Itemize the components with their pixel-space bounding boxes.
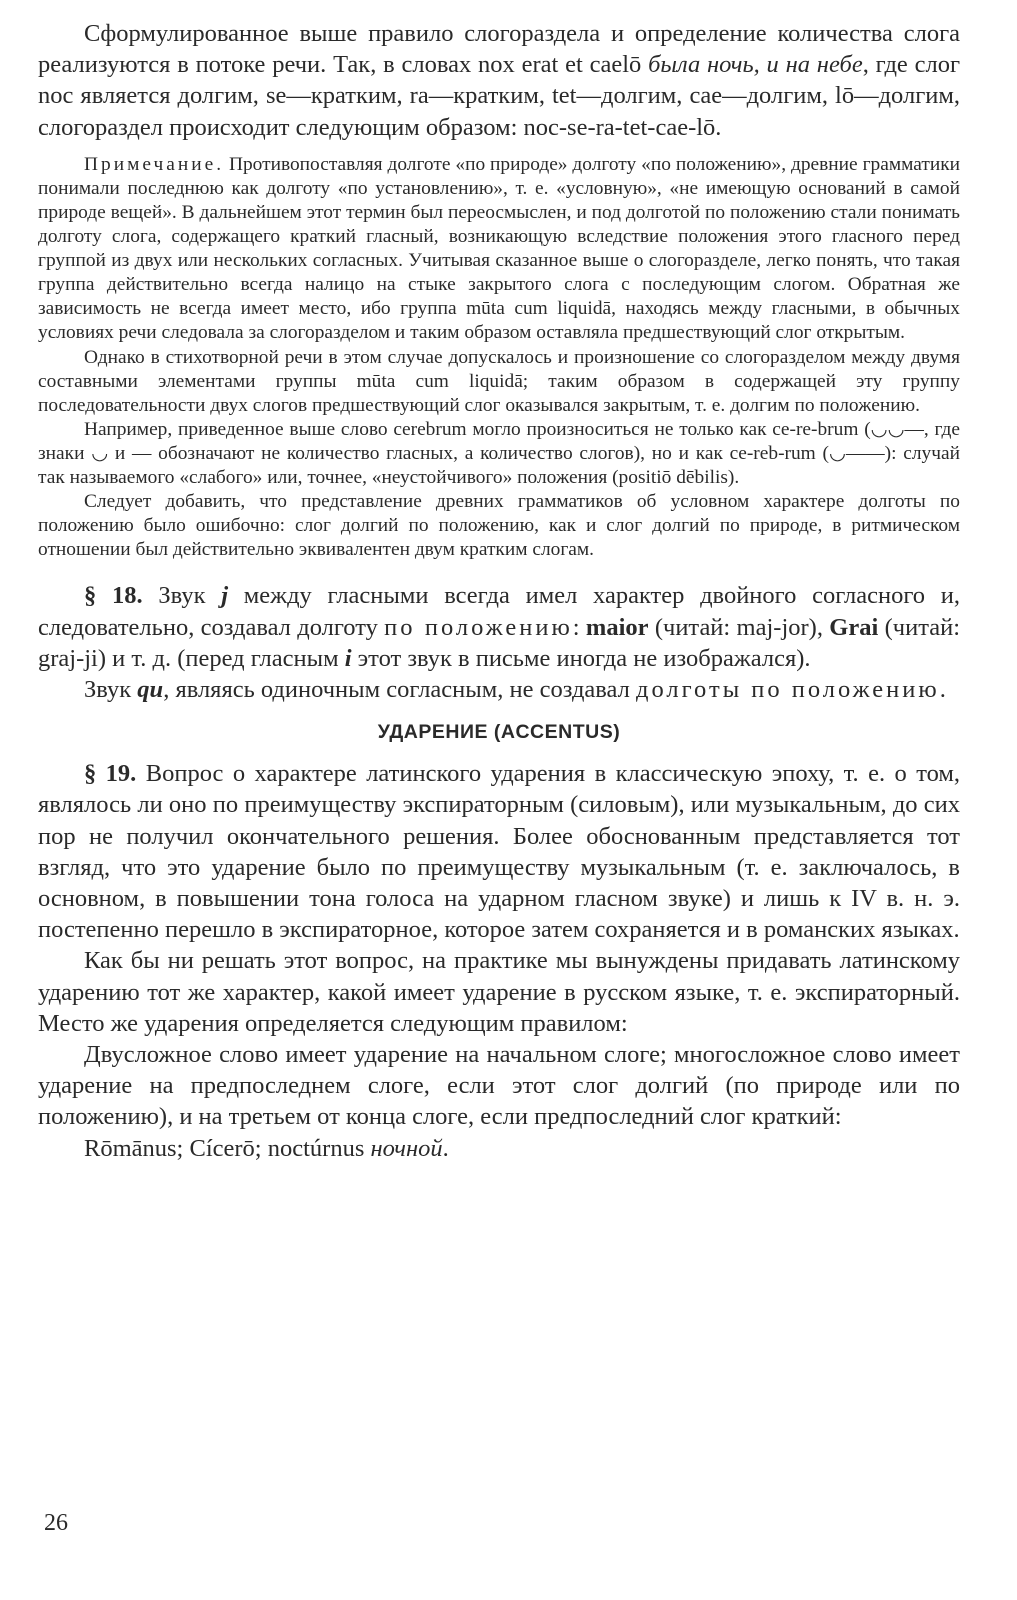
s19-text: Вопрос о характере латинского ударения в классическую эпоху, т. е. о том, являлось ли оно по преимуществу экспираторным (силовым), или музыкальным, до сих пор не получил окончательного решения. Более обоснованным представляется тот взгляд, что это ударение было по преимуществу музыкальным (т. е. заключалось, в основном, в повышении тона голоса на ударном гласном звуке) и лишь к IV в. н. э. постепенно перешло в экспираторное, которое затем сохраняется и в романских языках.: [38, 760, 960, 944]
spaced-term: по положению: [384, 613, 573, 641]
example-grai: Grai: [829, 613, 879, 641]
note-paragraph-2: Однако в стихотворной речи в этом случае допускалось и произношение со слогоразделом между двумя составными элементами группы mūta cum liquidā; таким образом в содержащей эту группу последовательности двух слогов предшествующий слог оказывался закрытым, т. е. долгим по положению.: [38, 346, 960, 416]
section-18-number: § 18.: [84, 582, 143, 610]
s18-text-c: :: [572, 613, 586, 641]
section-19-paragraph-3: Двусложное слово имеет ударение на начальном слоге; многосложное слово имеет ударение на предпоследнем слоге, если этот слог долгий (по природе или по положению), и на третьем от конца слоге, если предпоследний слог краткий:: [38, 1041, 960, 1131]
section-19-number: § 19.: [84, 760, 137, 788]
section-19-paragraph-2: Как бы ни решать этот вопрос, на практике мы вынуждены придавать латинскому ударению тот же характер, какой имеет ударение в русском языке, т. е. экспираторный. Место же ударения определяется следующим правилом:: [38, 947, 960, 1037]
note-text-1: Противопоставляя долготе «по природе» долготу «по положению», древние грамматики понимали последнюю как долготу «по установлению», т. е. «условную», «не имеющую оснований в самой природе вещей». В дальнейшем этот термин был переосмыслен, и под долготой по положению стали понимать долготу слога, содержащего краткий гласный, возникающую вследствие положения этого гласного перед группой из двух или нескольких согласных. Учитывая сказанное выше о слогоразделе, легко понять, что такая группа действительно всегда налицо на стыке закрытого слога с последующим слогом. Обратная же зависимость не всегда имеет место, ибо группа mūta cum liquidā, находясь между гласными, в обычных условиях речи следовала за слогоразделом и таким образом оставляла предшествующий слог открытым.: [38, 153, 960, 344]
note-label: Примечание.: [84, 153, 225, 175]
page-body: [38, 18, 960, 1164]
qu-text-b: , являясь одиночным согласным, не создавал: [163, 676, 636, 704]
intro-text: Сформулированное выше правило слогораздела и определение количества слога реализуются в потоке речи. Так, в словах nox erat et caelō: [38, 20, 960, 79]
letter-i: i: [344, 644, 352, 672]
note-block: [38, 153, 960, 563]
qu-spaced-term: долготы по положению: [636, 676, 940, 704]
example-translation: ночной: [370, 1134, 443, 1162]
s18-text-a: Звук: [142, 582, 222, 610]
s18-text-e: (читай: graj-ji) и т. д. (перед гласным: [38, 613, 960, 672]
s18-text-f: этот звук в письме иногда не изображался).: [351, 644, 811, 672]
section-18-paragraph: [38, 580, 960, 674]
letter-qu: qu: [137, 676, 164, 704]
s18-text-d: (читай: maj-jor),: [648, 613, 830, 641]
examples-end: .: [442, 1134, 449, 1162]
letter-j: j: [221, 582, 229, 610]
examples-line: [38, 1133, 960, 1164]
intro-paragraph: [38, 18, 960, 143]
note-paragraph-4: Следует добавить, что представление древних грамматиков об условном характере долготы по положению было ошибочно: слог долгий по положению, как и слог долгий по природе, в ритмическом отношении был действительно эквивалентен двум кратким слогам.: [38, 491, 960, 561]
note-paragraph-3: Например, приведенное выше слово cerebrum могло произноситься не только как ce-re-brum (◡◡—, где знаки ◡ и — обозначают не количество гласных, а количество слогов), но и как ce-reb-rum (◡——): случай так называемого «слабого» или, точнее, «неустойчивого» положения (positiō dēbilis).: [38, 418, 960, 489]
example-maior: maior: [585, 613, 649, 641]
qu-text-end: .: [939, 676, 946, 704]
stress-examples: Rōmānus; Cícerō; noctúrnus: [84, 1134, 371, 1162]
intro-text-end: , где слог noc является долгим, se—кратким, ra—кратким, tet—долгим, cae—долгим, lō—долгим, слогораздел происходит следующим образом: noc-se-ra-tet-cae-lō.: [38, 51, 960, 141]
section-heading: УДАРЕНИЕ (ACCENTUS): [377, 721, 621, 744]
section-19-paragraph: [38, 758, 960, 945]
intro-translation: была ночь, и на небе: [648, 51, 863, 79]
qu-text-a: Звук: [84, 676, 138, 704]
s18-text-b: между гласными всегда имел характер двойного согласного и, следовательно, создавал долготу: [38, 582, 961, 641]
note-paragraph-1: [38, 153, 960, 346]
qu-paragraph: [38, 674, 960, 705]
page-number: 26: [44, 1510, 68, 1536]
